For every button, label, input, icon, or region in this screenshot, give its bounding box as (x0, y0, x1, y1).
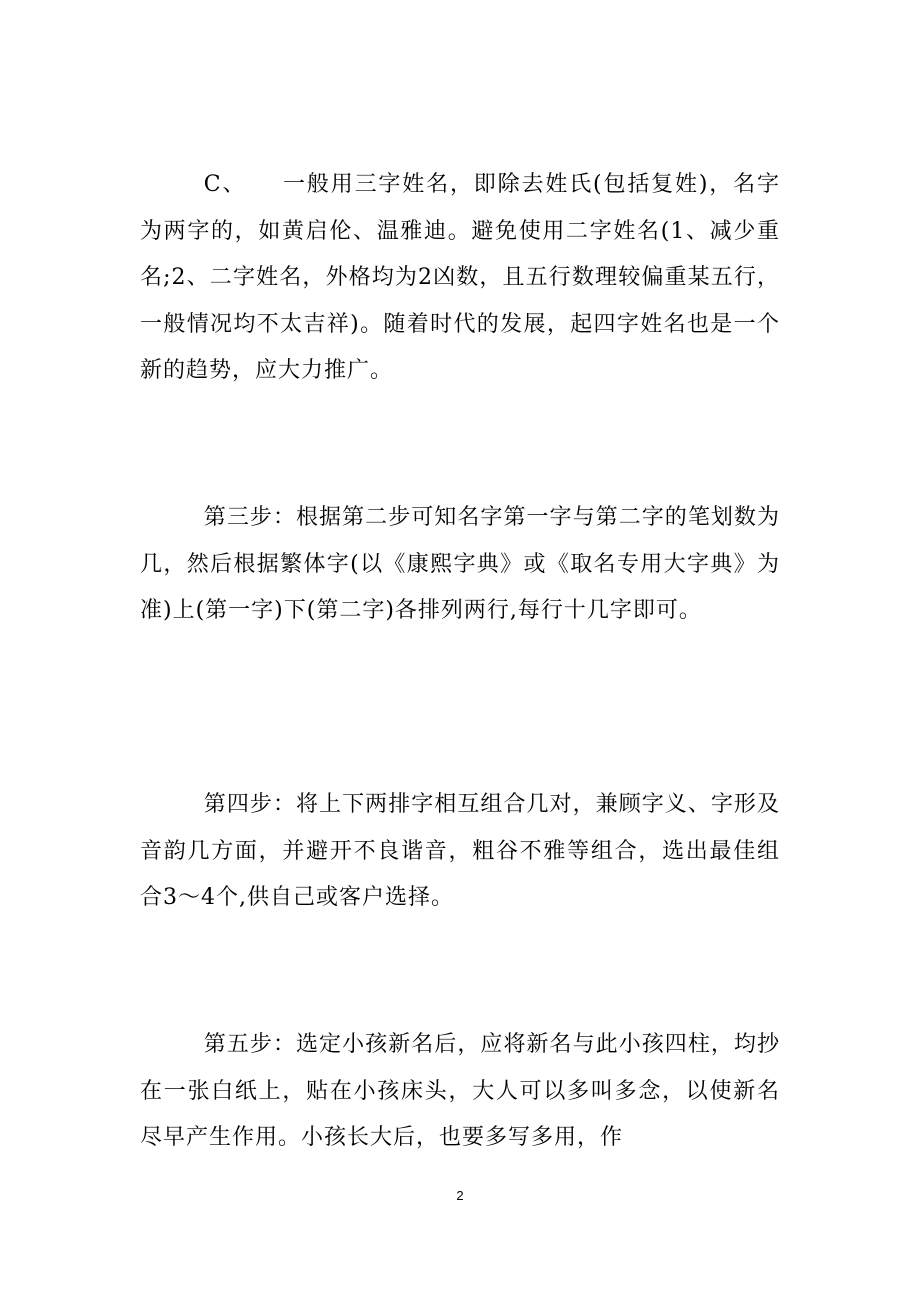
paragraph-step-four: 第四步：将上下两排字相互组合几对，兼顾字义、字形及音韵几方面，并避开不良谐音，粗谷不雅等组合，选出最佳组合3～4个,供自己或客户选择。 (140, 792, 780, 910)
paragraph-step-five: 第五步：选定小孩新名后，应将新名与此小孩四柱，均抄在一张白纸上，贴在小孩床头，大人可以多叫多念，以使新名尽早产生作用。小孩长大后，也要多写多用，作 (140, 1032, 780, 1150)
page-number: 2 (456, 1188, 464, 1203)
paragraph-naming-rule-c: C、 一般用三字姓名，即除去姓氏(包括复姓)，名字为两字的，如黄启伦、温雅迪。避免使用二字姓名(1、减少重名;2、二字姓名，外格均为2凶数，且五行数理较偏重某五行，一般情况均不太吉祥)。随着时代的发展，起四字姓名也是一个新的趋势，应大力推广。 (140, 172, 780, 383)
paragraph-step-three: 第三步：根据第二步可知名字第一字与第二字的笔划数为几，然后根据繁体字(以《康熙字典》或《取名专用大字典》为准)上(第一字)下(第二字)各排列两行,每行十几字即可。 (140, 505, 780, 623)
